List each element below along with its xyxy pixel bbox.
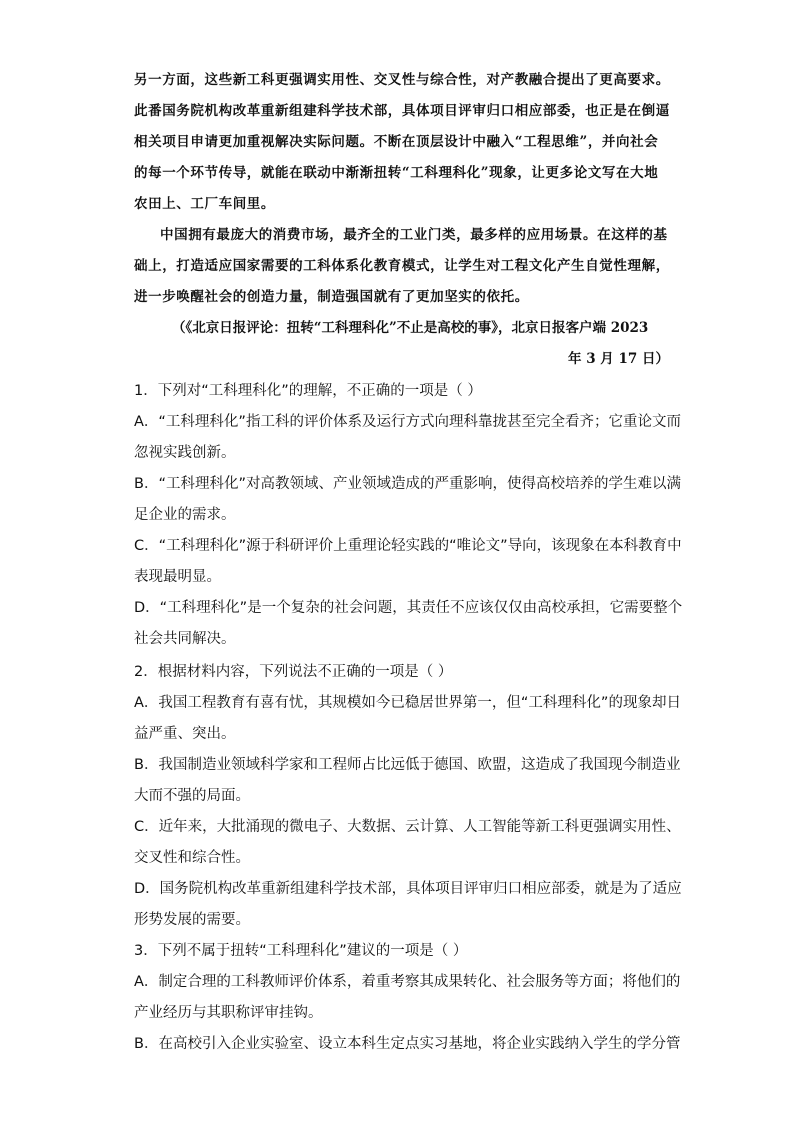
- option-line: C．“工科理科化”源于科研评价上重理论轻实践的“唯论文”导向，该现象在本科教育中: [134, 538, 682, 554]
- option-line: 形势发展的需要。: [134, 912, 250, 928]
- option-line: D．国务院机构改革重新组建科学技术部，具体项目评审归口相应部委，就是为了适应: [134, 881, 682, 897]
- question-stem: 3．下列不属于扭转“工科理科化”建议的一项是（ ）: [134, 943, 468, 959]
- option-line: B．“工科理科化”对高教领域、产业领域造成的严重影响，使得高校培养的学生难以满: [134, 476, 681, 492]
- passage-line: 此番国务院机构改革重新组建科学技术部，具体项目评审归口相应部委，也正是在倒逼: [134, 103, 670, 119]
- question-stem: 1．下列对“工科理科化”的理解，不正确的一项是（ ）: [134, 383, 482, 399]
- source-citation: （《北京日报评论：扭转“工科理科化”不止是高校的事》，北京日报客户端 2023: [172, 320, 649, 336]
- source-citation-date: 年 3 月 17 日）: [568, 351, 669, 367]
- passage-line: 进一步唤醒社会的创造力量，制造强国就有了更加坚实的依托。: [134, 289, 529, 305]
- passage-line: 的每一个环节传导，就能在联动中渐渐扭转“工科理科化”现象，让更多论文写在大地: [134, 165, 659, 181]
- passage-line: 础上，打造适应国家需要的工科体系化教育模式，让学生对工程文化产生自觉性理解，: [134, 258, 670, 274]
- option-line: 社会共同解决。: [134, 631, 236, 647]
- option-line: A．制定合理的工科教师评价体系，着重考察其成果转化、社会服务等方面；将他们的: [134, 974, 681, 990]
- option-line: B．在高校引入企业实验室、设立本科生定点实习基地，将企业实践纳入学生的学分管: [134, 1036, 681, 1052]
- option-line: B．我国制造业领域科学家和工程师占比远低于德国、欧盟，这造成了我国现今制造业: [134, 757, 681, 773]
- option-line: C．近年来，大批涌现的微电子、大数据、云计算、人工智能等新工科更强调实用性、: [134, 819, 681, 835]
- option-line: 大而不强的局面。: [134, 788, 250, 804]
- passage-line: 中国拥有最庞大的消费市场，最齐全的工业门类，最多样的应用场景。在这样的基: [160, 227, 668, 243]
- option-line: 益严重、突出。: [134, 726, 236, 742]
- option-line: D．“工科理科化”是一个复杂的社会问题，其责任不应该仅仅由高校承担，它需要整个: [134, 600, 683, 616]
- option-line: 忽视实践创新。: [134, 445, 236, 461]
- option-line: A．“工科理科化”指工科的评价体系及运行方式向理科靠拢甚至完全看齐；它重论文而: [134, 414, 681, 430]
- option-line: 交叉性和综合性。: [134, 850, 250, 866]
- option-line: 产业经历与其职称评审挂钩。: [134, 1005, 323, 1021]
- passage-line: 农田上、工厂车间里。: [134, 196, 275, 212]
- option-line: A．我国工程教育有喜有忧，其规模如今已稳居世界第一，但“工科理科化”的现象却日: [134, 695, 681, 711]
- passage-line: 另一方面，这些新工科更强调实用性、交叉性与综合性，对产教融合提出了更高要求。: [134, 72, 670, 88]
- option-line: 表现最明显。: [134, 569, 221, 585]
- passage-line: 相关项目申请更加重视解决实际问题。不断在顶层设计中融入“工程思维”，并向社会: [134, 134, 659, 150]
- question-stem: 2．根据材料内容，下列说法不正确的一项是（ ）: [134, 664, 453, 680]
- option-line: 足企业的需求。: [134, 507, 236, 523]
